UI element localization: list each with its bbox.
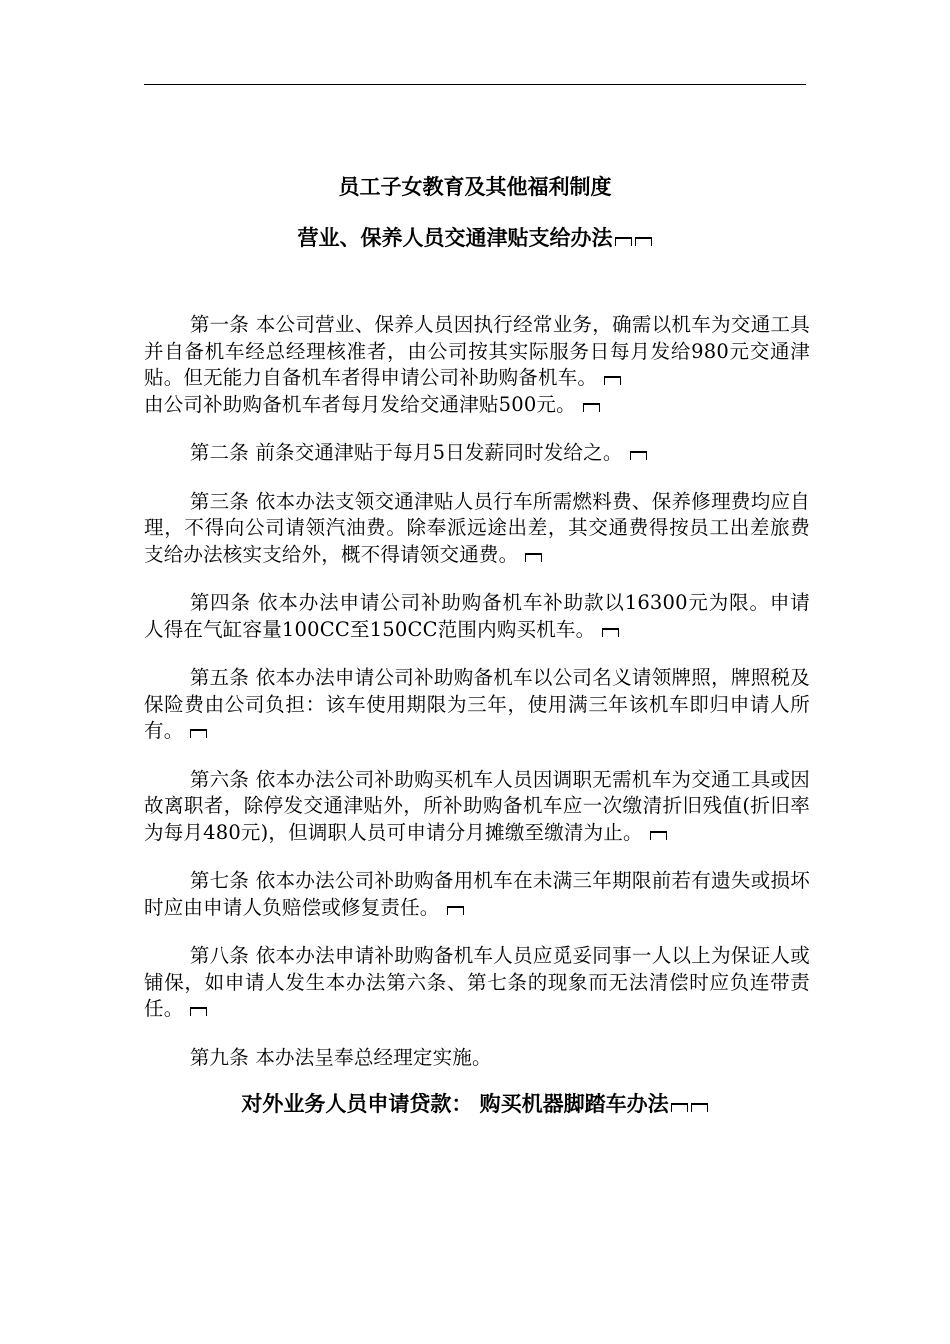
article-1-continuation [144,392,810,419]
section-heading-text: 对外业务人员申请贷款： 购买机器脚踏车办法 [241,1092,669,1116]
document-title: 员工子女教育及其他福利制度 [338,175,612,199]
document-subtitle [0,224,950,252]
article-8 [144,943,810,1023]
article-number: 第一条 [189,313,250,336]
article-6 [144,767,810,847]
paragraph-mark-icon [524,553,543,562]
article-text: 本办法呈奉总经理定实施。 [255,1045,492,1069]
paragraph-mark-icon [582,403,601,412]
article-text: 由公司补助购备机车者每月发给交通津贴500元。 [144,392,576,416]
paragraph-mark-icon [601,628,620,637]
paragraph-mark-icon [629,451,648,460]
article-number: 第二条 [189,441,249,464]
paragraph-mark-icon [189,1007,208,1016]
paragraph-mark-icon [603,376,622,385]
article-number: 第九条 [189,1045,249,1069]
paragraph-mark-icon [690,1103,709,1112]
article-9 [144,1045,810,1072]
article-3 [144,489,810,569]
article-text: 依本办法支领交通津贴人员行车所需燃料费、保养修理费均应自理，不得向公司请领汽油费。除奉派远途出差，其交通费得按员工出差旅费支给办法核实支给外，概不得请领交通费。 [144,489,810,566]
paragraph-mark-icon [614,237,633,246]
article-text: 依本办法申请公司补助购备机车补助款以16300元为限。申请人得在气缸容量100CC至150CC范围内购买机车。 [144,591,810,641]
paragraph-mark-icon [446,906,465,915]
article-2 [144,440,810,467]
article-4 [144,590,810,643]
article-text: 依本办法申请公司补助购备机车以公司名义请领牌照，牌照税及保险费由公司负担：该车使用期限为三年，使用满三年该机车即归申请人所有。 [144,666,810,742]
paragraph-mark-icon [670,1103,689,1112]
article-1 [144,312,810,392]
article-number: 第八条 [189,944,250,967]
paragraph-mark-icon [189,729,208,738]
article-number: 第六条 [189,767,250,791]
article-number: 第七条 [189,869,250,892]
article-7 [144,868,810,921]
article-number: 第三条 [189,489,250,513]
section-heading [0,1090,950,1118]
article-text: 前条交通津贴于每月5日发薪同时发给之。 [255,441,623,464]
article-text: 依本办法申请补助购备机车人员应觅妥同事一人以上为保证人或铺保，如申请人发生本办法第六条、第七条的现象而无法清偿时应负连带责任。 [144,944,810,1020]
article-number: 第五条 [189,666,250,689]
document-body [144,312,810,1093]
subtitle-text: 营业、保养人员交通津贴支给办法 [297,226,613,250]
header-rule [144,84,806,85]
article-text: 依本办法公司补助购买机车人员因调职无需机车为交通工具或因故离职者，除停发交通津贴外，所补助购备机车应一次缴清折旧残值(折旧率为每月480元)，但调职人员可申请分月摊缴至缴清为止。 [144,767,810,844]
article-5 [144,665,810,745]
paragraph-mark-icon [634,237,653,246]
article-text: 依本办法公司补助购备用机车在未满三年期限前若有遗失或损坏时应由申请人负赔偿或修复责任。 [144,869,810,919]
paragraph-mark-icon [649,831,668,840]
article-number: 第四条 [189,591,251,614]
article-text: 本公司营业、保养人员因执行经常业务，确需以机车为交通工具并自备机车经总经理核准者，由公司按其实际服务日每月发给980元交通津贴。但无能力自备机车者得申请公司补助购备机车。 [144,313,810,389]
